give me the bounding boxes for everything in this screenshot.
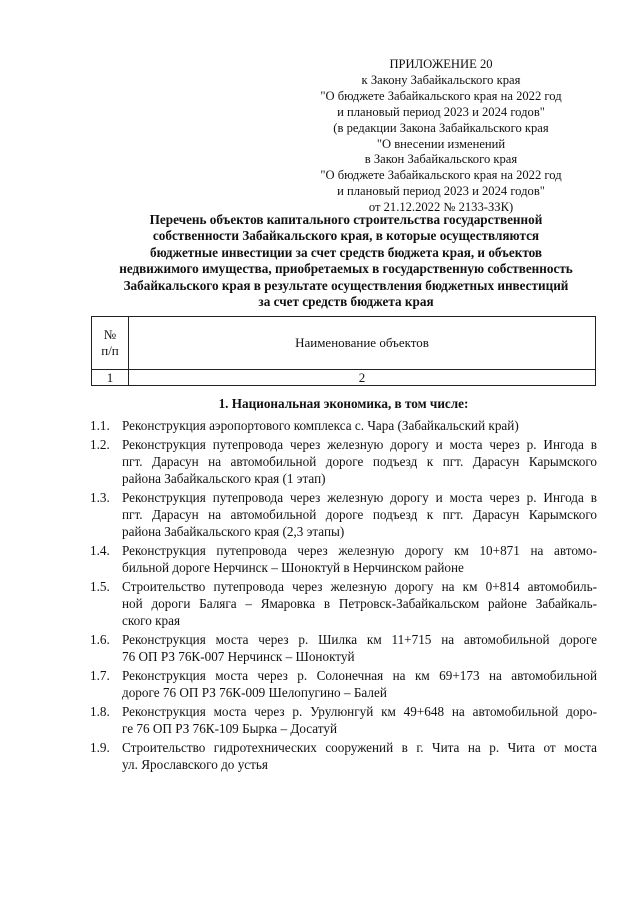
appendix-header (296, 57, 586, 216)
list-item (90, 489, 597, 540)
item-number: 1.3. (90, 490, 110, 505)
item-text (122, 542, 597, 576)
title-line: Перечень объектов капитального строительства государственной (149, 212, 543, 227)
item-text (122, 631, 597, 665)
section-heading: 1. Национальная экономика, в том числе: (218, 396, 469, 411)
item-text (122, 667, 597, 701)
col-name-header: Наименование объектов (129, 317, 596, 370)
item-line: ной дороги Баляга – Ямаровка в Петровск-Забайкальском районе Забайкаль- (122, 596, 597, 611)
objects-table-header (91, 316, 596, 386)
title-line: Забайкальского края в результате осуществления бюджетных инвестиций (123, 277, 569, 293)
item-line: Строительство гидротехнических сооружений в г. Чита на р. Чита от моста (122, 740, 597, 755)
item-line: пгт. Дарасун на автомобильной дороге подъезд к пгт. Дарасун Карымского (122, 454, 597, 469)
list-item (90, 667, 597, 701)
item-number: 1.8. (90, 704, 110, 719)
item-line: Реконструкция путепровода через железную дорогу и моста через р. Ингода в (122, 437, 597, 452)
list-item (90, 417, 597, 434)
list-item (90, 739, 597, 773)
item-line: Реконструкция путепровода через железную дорогу и моста через р. Ингода в (122, 490, 597, 505)
title-line: собственности Забайкальского края, в которые осуществляются (152, 228, 540, 244)
item-number: 1.5. (90, 579, 110, 594)
header-line: к Закону Забайкальского края (361, 72, 521, 87)
list-item (90, 578, 597, 629)
col-number-header-line2: п/п (101, 343, 119, 358)
title-line: за счет средств бюджета края (258, 294, 434, 310)
item-number: 1.7. (90, 668, 110, 683)
header-line: "О внесении изменений (376, 136, 506, 151)
list-item (90, 703, 597, 737)
header-line: в Закон Забайкальского края (364, 152, 518, 167)
list-item (90, 631, 597, 665)
list-item (90, 542, 597, 576)
col-number-header (92, 317, 129, 370)
item-text (122, 436, 597, 487)
item-line: ге 76 ОП РЗ 76К-109 Бырка – Досатуй (122, 721, 338, 736)
item-line: Реконструкция моста через р. Шилка км 11+715 на автомобильной дороге (122, 632, 597, 647)
document-title (96, 212, 596, 310)
item-line: дороге 76 ОП РЗ 76К-009 Шелопугино – Балей (122, 685, 387, 700)
title-line: бюджетные инвестиции за счет средств бюджета края, и объектов (149, 244, 543, 260)
header-line: и плановый период 2023 и 2024 годов" (337, 104, 545, 119)
header-line: "О бюджете Забайкальского края на 2022 год (320, 88, 562, 103)
item-line: ского края (122, 613, 181, 628)
item-line: Реконструкция путепровода через железную дорогу км 10+871 на автомо- (122, 543, 597, 558)
item-line: района Забайкальского края (1 этап) (122, 471, 326, 486)
item-number: 1.6. (90, 632, 110, 647)
item-number: 1.2. (90, 437, 110, 452)
item-number: 1.4. (90, 543, 110, 558)
table-header-row (92, 317, 596, 370)
item-text (122, 578, 597, 629)
col-name-index: 2 (129, 370, 596, 386)
item-line: района Забайкальского края (2,3 этапы) (122, 524, 345, 539)
list-item (90, 436, 597, 487)
header-line: (в редакции Закона Забайкальского края (333, 120, 549, 135)
header-line: и плановый период 2023 и 2024 годов" (337, 184, 545, 199)
item-text (122, 739, 597, 773)
table-number-row (92, 370, 596, 386)
item-line: ул. Ярославского до устья (122, 757, 268, 772)
col-number-header-line1: № (103, 327, 117, 342)
objects-list (90, 417, 597, 775)
item-line: 76 ОП РЗ 76К-007 Нерчинск – Шоноктуй (122, 649, 355, 664)
item-line: Реконструкция моста через р. Урулюнгуй км 49+648 на автомобильной доро- (122, 704, 597, 719)
item-text (122, 703, 597, 737)
col-number-index: 1 (92, 370, 129, 386)
item-number: 1.9. (90, 740, 110, 755)
item-line: Реконструкция аэропортового комплекса с. Чара (Забайкальский край) (122, 418, 519, 433)
item-line: Реконструкция моста через р. Солонечная на км 69+173 на автомобильной (122, 668, 597, 683)
item-line: бильной дороге Нерчинск – Шоноктуй в Нерчинском районе (122, 560, 464, 575)
item-line: пгт. Дарасун на автомобильной дороге подъезд к пгт. Дарасун Карымского (122, 507, 597, 522)
item-number: 1.1. (90, 418, 110, 433)
header-line: "О бюджете Забайкальского края на 2022 год (320, 168, 562, 183)
item-line: Строительство путепровода через железную дорогу на км 0+814 автомобиль- (122, 579, 597, 594)
title-line: недвижимого имущества, приобретаемых в государственную собственность (119, 261, 573, 277)
item-text (122, 489, 597, 540)
header-line: от 21.12.2022 № 2133-ЗЗК) (368, 200, 514, 215)
header-line: ПРИЛОЖЕНИЕ 20 (389, 57, 493, 71)
item-text (122, 417, 597, 434)
